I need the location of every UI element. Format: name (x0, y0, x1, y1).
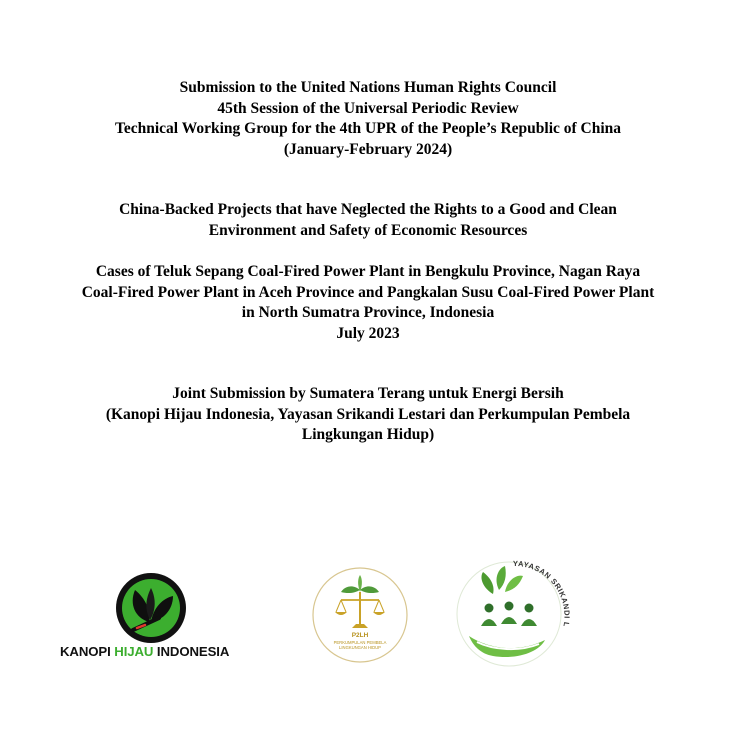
header-line: Technical Working Group for the 4th UPR of the People’s Republic of China (114, 120, 622, 137)
document-date: July 2023 (336, 324, 400, 342)
ysl-arc-text: YAYASAN SRIKANDI L (512, 558, 571, 628)
p2lh-name-line1: PERKUMPULAN PEMBELA (333, 640, 387, 645)
cases-line: Cases of Teluk Sepang Coal-Fired Power Plant in Bengkulu Province, Nagan Raya (95, 263, 641, 280)
kanopi-wordmark (60, 644, 272, 659)
header-line: Submission to the United Nations Human Rights Council (179, 79, 557, 96)
indonesia-word: INDONESIA (153, 644, 230, 659)
title-line: China-Backed Projects that have Neglected the Rights to a Good and Clean (119, 201, 617, 218)
cases-line: Coal-Fired Power Plant in Aceh Province and Pangkalan Susu Coal-Fired Power Plant (81, 283, 655, 301)
hijau-word: HIJAU (114, 644, 154, 659)
justice-scale-emblem-icon (311, 566, 409, 664)
p2lh-name-line2: LINGKUNGAN HIDUP (339, 645, 381, 650)
p2lh-logo (311, 566, 409, 664)
joint-line: (Kanopi Hijau Indonesia, Yayasan Srikandi Lestari dan Perkumpulan Pembela (105, 405, 631, 423)
title-line: Environment and Safety of Economic Resources (208, 221, 528, 239)
header-line: 45th Session of the Universal Periodic Review (217, 99, 519, 117)
p2lh-abbr: P2LH (351, 632, 369, 639)
joint-line: Joint Submission by Sumatera Terang untuk Energi Bersih (172, 385, 564, 402)
kanopi-hijau-logo (60, 572, 272, 662)
submission-header (0, 78, 736, 160)
joint-submission (0, 384, 736, 446)
kanopi-leaf-emblem-icon (115, 572, 187, 644)
header-line: (January-February 2024) (283, 140, 453, 158)
srikandi-lestari-emblem-icon (447, 556, 571, 672)
yayasan-srikandi-lestari-logo (447, 556, 571, 672)
joint-line: Lingkungan Hidup) (301, 426, 435, 443)
kanopi-word: KANOPI (60, 644, 115, 659)
document-title (0, 200, 736, 241)
cases-line: in North Sumatra Province, Indonesia (241, 304, 495, 321)
cases-description (0, 262, 736, 344)
